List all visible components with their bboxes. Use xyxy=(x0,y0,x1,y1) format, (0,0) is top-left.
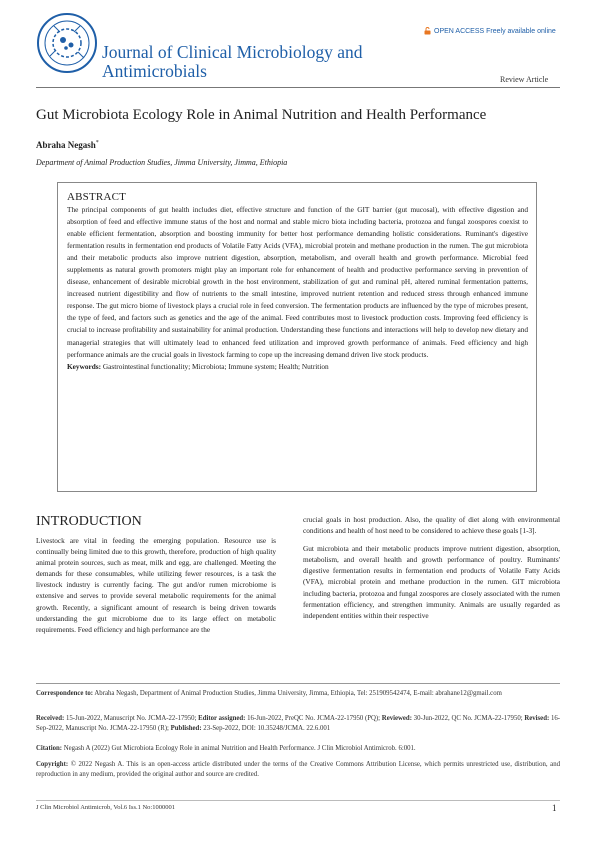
open-access-lock-icon xyxy=(424,27,431,35)
abstract-box xyxy=(57,182,537,492)
journal-title-line1: Journal of Clinical Microbiology and xyxy=(102,42,363,62)
citation-label: Citation: xyxy=(36,745,63,752)
journal-title-line2: Antimicrobials xyxy=(102,61,207,81)
section-heading-introduction: INTRODUCTION xyxy=(36,514,142,529)
published-label: Published: xyxy=(170,725,202,732)
keywords-label: Keywords: xyxy=(67,361,102,371)
correspondence-note xyxy=(36,689,560,699)
article-title: Gut Microbiota Ecology Role in Animal Nutrition and Health Performance xyxy=(36,107,487,123)
author-name xyxy=(36,140,99,150)
reviewed-text: 30-Jun-2022, QC No. JCMA-22-17950; xyxy=(411,715,525,722)
journal-logo xyxy=(36,12,98,74)
copyright-text: © 2022 Negash A. This is an open-access article distributed under the terms of the Creative Commons Attribution License, which permits unrestricted use, distribution, and reproduction in any medium, provided the original author and source are credited. xyxy=(36,761,560,778)
journal-title xyxy=(102,43,402,81)
footnote-divider xyxy=(36,683,560,684)
article-type: Review Article xyxy=(500,75,549,84)
intro-column-1 xyxy=(36,535,276,642)
intro-paragraph: Livestock are vital in feeding the emerging population. Resource use is continually being limited due to this growth, therefore, production of high quality animal protein sources, such as meat, milk and egg, are challenged. Meeting the demands for these consumables, while utilizing fewer resources, is a task the livestock industry is currently facing. The gut and/or rumen microbiome is extensive and serves to provide several metabolic requirements for the animal growth. Recently, a significant amount of research is being driven towards understanding the gut microbiome due to its large effect on metabolic requirements. Feed efficiency and high performance are the xyxy=(36,536,276,634)
editor-label: Editor assigned: xyxy=(198,715,246,722)
dates-note xyxy=(36,714,560,734)
header-divider xyxy=(36,87,560,88)
editor-text: 16-Jun-2022, PreQC No. JCMA-22-17950 (PQ); xyxy=(245,715,382,722)
copyright-note xyxy=(36,760,560,780)
corresponding-mark: * xyxy=(95,140,99,146)
intro-paragraph: crucial goals in host production. Also, the quality of diet along with environmental conditions and health of host need to be considered to achieve these goals [1-3]. xyxy=(303,515,560,536)
abstract-text: The principal components of gut health includes diet, effective structure and function of the GIT barrier (gut mucosal), with effective digestion and absorption of feed and effective immune status of the host and normal and stable micro biota including bacteria, protozoa and fungal zoospores coexist to enable efficient fermentation, absorption and boosting immunity for better host performance demanding holistic considerations. Ruminant's digestive fermentation results in fermentation end products of Volatile Fatty Acids (VFA), microbial protein and methane production in the rumen. The gut microbiota and their metabolic products also improve nutrient digestion, absorption, metabolism, and overall health and growth performance. Microbial feed supplements as natural growth promoters might play an important role for enhancement of health and productive performance serving in prevention of disease, enhancement of desirable microbial growth in the host environment, stabilization of gut and ruminal pH, altered ruminal fermentation patterns, increased nutrient digestibility and flow of nutrients to the small intestine, improved nutrient retention and reduced stress through enhanced immune response. The gut micro biome of livestock plays a crucial role in feed conversion. The fermentation products are influenced by the type of microbes present, the type of feed, and factors such as genetics and the age of the animal. Feed contributes most to livestock production costs. Improving feed efficiency is crucial to increase profitability and sustainability for animal production. Understanding these functions and interactions will help to develop new dietary and managerial strategies that will ultimately lead to enhanced feed utilization and improved growth performance of animals. Feed efficiency and high performance animals are the crucial goals in livestock farming to cope up the increasing demand driven live stock products. xyxy=(67,205,528,359)
citation-text: Negash A (2022) Gut Microbiota Ecology Role in animal Nutrition and Health Performance. J Clin Microbiol Antimicrob. 6:001. xyxy=(62,745,416,752)
keywords xyxy=(67,362,528,371)
open-access-text: OPEN ACCESS Freely available online xyxy=(434,27,556,35)
published-text: 23-Sep-2022, DOI: 10.35248/JCMA. 22.6.001 xyxy=(201,725,331,732)
revised-text: 16-Sep-2022, Manuscript No. JCMA-22-17950 (R); xyxy=(36,715,561,732)
revised-label: Revised: xyxy=(524,715,550,722)
received-text: 15-Jun-2022, Manuscript No. JCMA-22-17950; xyxy=(64,715,199,722)
author-name-text: Abraha Negash xyxy=(36,140,96,150)
footer-citation: J Clin Microbiol Antimicrob, Vol.6 Iss.1 No:1000001 xyxy=(36,804,175,811)
footer-divider xyxy=(36,800,560,801)
correspondence-text: Abraha Negash, Department of Animal Production Studies, Jimma University, Jimma, Ethiopia, Tel: 251909542474, E-mail: abrahane12@gmail.com xyxy=(93,690,502,697)
intro-column-2 xyxy=(303,514,560,628)
citation-note xyxy=(36,744,560,754)
received-label: Received: xyxy=(36,715,65,722)
copyright-label: Copyright: xyxy=(36,761,69,768)
page-number: 1 xyxy=(552,803,557,813)
reviewed-label: Reviewed: xyxy=(381,715,412,722)
affiliation: Department of Animal Production Studies, Jimma University, Jimma, Ethiopia xyxy=(36,158,288,167)
keywords-text: Gastrointestinal functionality; Microbiota; Immune system; Health; Nutrition xyxy=(101,361,329,371)
abstract-heading: ABSTRACT xyxy=(67,191,127,203)
open-access-badge xyxy=(424,27,556,35)
correspondence-label: Correspondence to: xyxy=(36,690,94,697)
intro-paragraph: Gut microbiota and their metabolic products improve nutrient digestion, absorption, metabolism, and overall health and growth performance of poultry. Ruminants' digestive fermentation results in fermentation end products of Volatile Fatty Acids (VFA), microbial protein and methane production in the rumen. GIT microbiota including bacteria, protozoa and fungal zoospores are closely associated with the rumen fermentation efficiency, and strengthen immunity. Animals are usually regarded as independent entities within their respective xyxy=(303,544,560,620)
